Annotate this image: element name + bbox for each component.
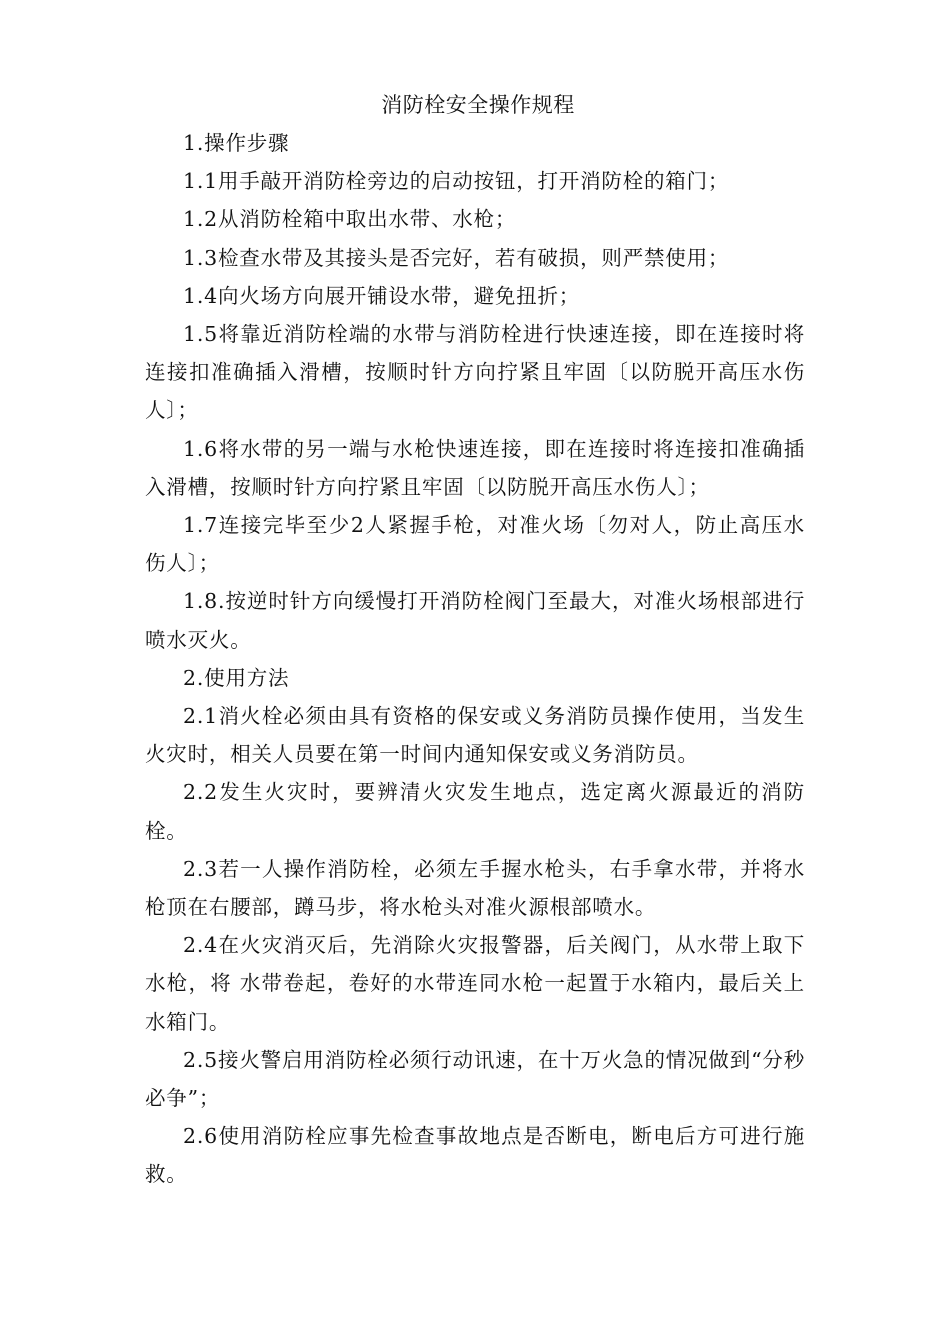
step-2-3: 2.3若一人操作消防栓，必须左手握水枪头，右手拿水带，并将水枪顶在右腰部，蹲马步，将水枪头对准火源根部喷水。 <box>145 856 805 920</box>
step-1-1: 1.1用手敲开消防栓旁边的启动按钮，打开消防栓的箱门； <box>183 169 730 194</box>
step-1-4: 1.4向火场方向展开铺设水带，避免扭折； <box>183 283 581 308</box>
step-2-1: 2.1消火栓必须由具有资格的保安或义务消防员操作使用，当发生火灾时，相关人员要在第一时间内通知保安或义务消防员。 <box>145 704 805 767</box>
step-1-2: 1.2从消防栓箱中取出水带、水枪； <box>183 207 517 232</box>
step-2-4: 2.4在火灾消灭后，先消除火灾报警器，后关阀门，从水带上取下水枪，将 水带卷起，卷好的水带连同水枪一起置于水箱内，最后关上水箱门。 <box>145 933 805 1034</box>
step-1-3: 1.3检查水带及其接头是否完好，若有破损，则严禁使用； <box>183 245 730 270</box>
step-1-7: 1.7连接完毕至少2人紧握手枪，对准火场〔勿对人，防止高压水伤人〕； <box>145 513 805 576</box>
step-1-5: 1.5将靠近消防栓端的水带与消防栓进行快速连接，即在连接时将连接扣准确插入滑槽，按顺时针方向拧紧且牢固〔以防脱开高压水伤人〕； <box>145 322 805 423</box>
step-2-2: 2.2发生火灾时，要辨清火灾发生地点，选定离火源最近的消防栓。 <box>145 780 805 843</box>
section-heading-usage: 2.使用方法 <box>183 665 290 690</box>
document-title: 消防栓安全操作规程 <box>381 93 575 117</box>
step-1-8: 1.8.按逆时针方向缓慢打开消防栓阀门至最大，对准火场根部进行喷水灭火。 <box>145 589 805 652</box>
step-2-5: 2.5接火警启用消防栓必须行动讯速，在十万火急的情况做到“分秒必争”； <box>145 1047 805 1111</box>
step-2-6: 2.6使用消防栓应事先检查事故地点是否断电，断电后方可进行施救。 <box>145 1124 805 1187</box>
document-body <box>145 86 805 1194</box>
step-1-6: 1.6将水带的另一端与水枪快速连接，即在连接时将连接扣准确插入滑槽，按顺时针方向拧紧且牢固〔以防脱开高压水伤人〕； <box>145 436 805 499</box>
section-heading-operation-steps: 1.操作步骤 <box>183 131 290 155</box>
